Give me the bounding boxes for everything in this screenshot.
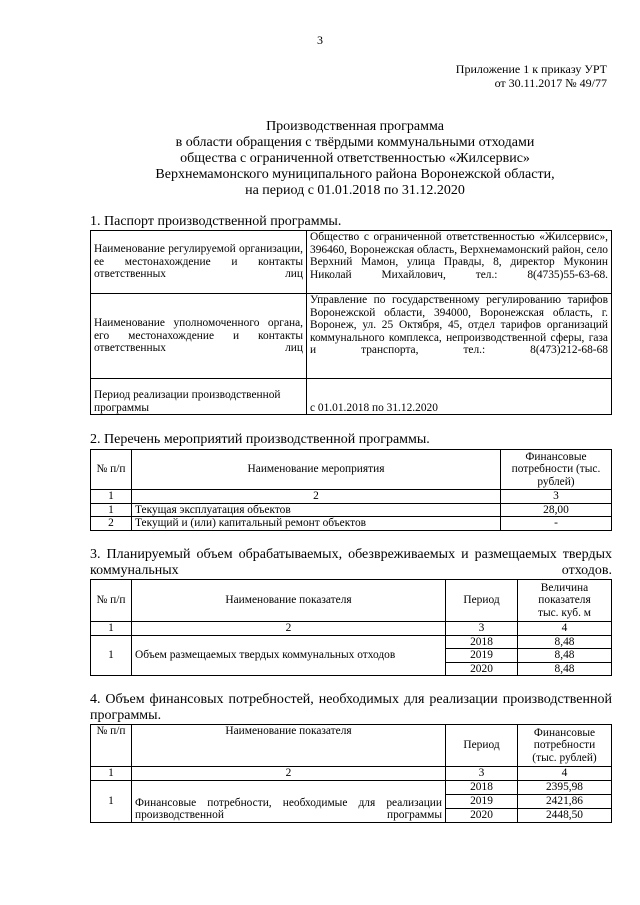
table-header-row xyxy=(91,725,612,767)
header-finance: Финансовые потребности (тыс. рублей) xyxy=(501,450,612,490)
table-header-row xyxy=(91,580,612,622)
column-numbers-row xyxy=(91,490,612,504)
table-row xyxy=(91,780,612,794)
column-number: 2 xyxy=(132,622,446,636)
row-finance: - xyxy=(501,517,612,531)
table-row xyxy=(91,231,612,294)
header-value xyxy=(518,580,612,622)
row-value: 2395,98 xyxy=(518,780,612,794)
section-2-heading: 2. Перечень мероприятий производственной программы. xyxy=(90,432,430,447)
header-name: Наименование мероприятия xyxy=(132,450,501,490)
row-name: Текущий и (или) капитальный ремонт объектов xyxy=(132,517,501,531)
row-value: 8,48 xyxy=(518,635,612,649)
column-number: 3 xyxy=(446,767,518,781)
row-year: 2020 xyxy=(446,808,518,822)
header-period: Период xyxy=(446,725,518,767)
title-line-1: Производственная программа xyxy=(266,119,444,134)
appendix-reference xyxy=(456,62,607,90)
column-number: 1 xyxy=(91,490,132,504)
column-number: 3 xyxy=(446,622,518,636)
column-number: 1 xyxy=(91,767,132,781)
column-numbers-row xyxy=(91,622,612,636)
column-number: 3 xyxy=(501,490,612,504)
table-header-row xyxy=(91,450,612,490)
column-number: 4 xyxy=(518,622,612,636)
header-value-label: Величина показателя xyxy=(538,581,591,607)
table-row xyxy=(91,517,612,531)
row-name: Объем размещаемых твердых коммунальных отходов xyxy=(132,635,446,676)
column-number: 2 xyxy=(132,767,446,781)
table-row xyxy=(91,635,612,649)
waste-volume-table xyxy=(90,579,612,676)
title-line-5: на период с 01.01.2018 по 31.12.2020 xyxy=(245,183,465,198)
header-num: № п/п xyxy=(91,450,132,490)
row-num: 1 xyxy=(91,780,132,822)
title-line-4: Верхнемамонского муниципального района Воронежской области, xyxy=(155,167,555,182)
row-value: 8,48 xyxy=(518,649,612,663)
header-finance: Финансовые потребности (тыс. рублей) xyxy=(518,725,612,767)
financial-needs-table xyxy=(90,724,612,823)
header-num: № п/п xyxy=(91,725,132,767)
header-value-unit: тыс. куб. м xyxy=(538,606,591,619)
column-number: 1 xyxy=(91,622,132,636)
row-name: Текущая эксплуатация объектов xyxy=(132,503,501,517)
row-value: 8,48 xyxy=(518,662,612,676)
column-numbers-row xyxy=(91,767,612,781)
section-4-heading: 4. Объем финансовых потребностей, необходимых для реализации производственной программы. xyxy=(90,692,612,723)
header-period: Период xyxy=(446,580,518,622)
row-num: 1 xyxy=(91,635,132,676)
table-row xyxy=(91,379,612,415)
passport-table xyxy=(90,230,612,415)
row-year: 2019 xyxy=(446,649,518,663)
document-title xyxy=(90,119,620,199)
title-line-2: в области обращения с твёрдыми коммунальными отходами xyxy=(175,135,535,150)
column-number: 4 xyxy=(518,767,612,781)
row-year: 2020 xyxy=(446,662,518,676)
passport-value: с 01.01.2018 по 31.12.2020 xyxy=(307,379,612,415)
title-line-3: общества с ограниченной ответственностью «Жилсервис» xyxy=(180,151,530,166)
row-year: 2018 xyxy=(446,780,518,794)
row-name: Финансовые потребности, необходимые для реализации производственной программы xyxy=(132,780,446,822)
passport-value: Общество с ограниченной ответственностью «Жилсервис», 396460, Воронежская область, Верхнемамонский район, село Верхний Мамон, улица Правды, 8, директор Муконин Николай Михайлович, тел.: 8(4735)55-63-68. xyxy=(307,231,612,294)
header-name: Наименование показателя xyxy=(132,725,446,767)
section-3-heading: 3. Планируемый объем обрабатываемых, обезвреживаемых и размещаемых твердых коммунальных отходов. xyxy=(90,547,612,578)
row-year: 2018 xyxy=(446,635,518,649)
row-value: 2448,50 xyxy=(518,808,612,822)
table-row xyxy=(91,294,612,379)
page-number: 3 xyxy=(317,33,323,47)
passport-label: Наименование уполномоченного органа, его местонахождение и контакты ответственных лиц xyxy=(91,294,307,379)
column-number: 2 xyxy=(132,490,501,504)
appendix-line-1: Приложение 1 к приказу УРТ xyxy=(455,62,607,76)
appendix-line-2: от 30.11.2017 № 49/77 xyxy=(494,76,607,90)
passport-label: Период реализации производственной программы xyxy=(91,379,307,415)
measures-table xyxy=(90,449,612,531)
header-name: Наименование показателя xyxy=(132,580,446,622)
row-num: 2 xyxy=(91,517,132,531)
table-row xyxy=(91,503,612,517)
row-value: 2421,86 xyxy=(518,794,612,808)
row-year: 2019 xyxy=(446,794,518,808)
row-num: 1 xyxy=(91,503,132,517)
passport-value: Управление по государственному регулированию тарифов Воронежской области, 394000, Воронежская область, г. Воронеж, ул. 25 Октября, 45, отдел тарифов организаций коммунального комплекса, непроизводственной сферы, газа и транспорта, тел.: 8(473)212-68-68 xyxy=(307,294,612,379)
header-num: № п/п xyxy=(91,580,132,622)
row-finance: 28,00 xyxy=(501,503,612,517)
passport-label: Наименование регулируемой организации, ее местонахождение и контакты ответственных лиц xyxy=(91,231,307,294)
section-1-heading: 1. Паспорт производственной программы. xyxy=(90,214,342,229)
